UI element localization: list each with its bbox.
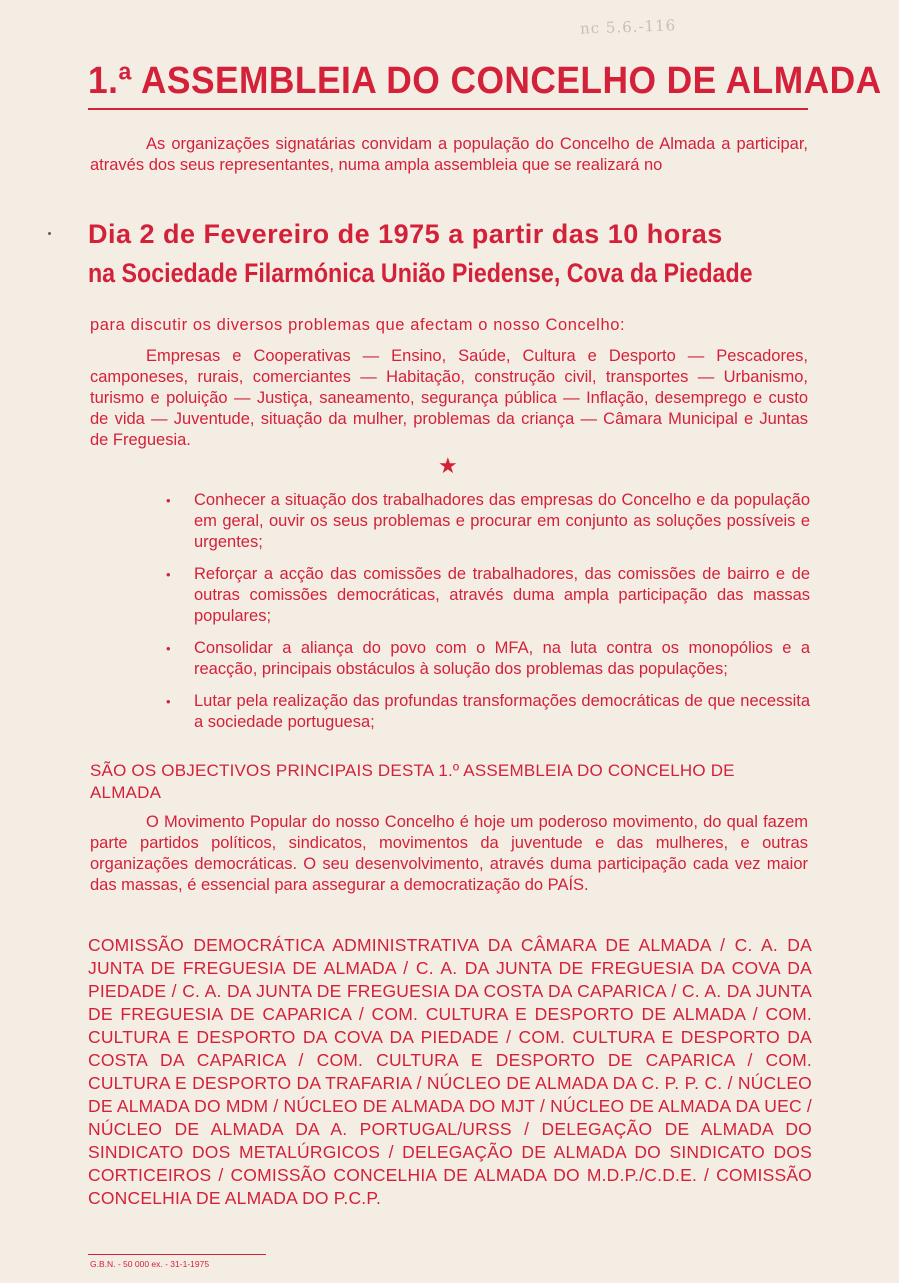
event-date: Dia 2 de Fevereiro de 1975 a partir das 10 horas (88, 219, 723, 249)
bullet-icon: • (166, 694, 171, 709)
discuss-line: para discutir os diversos problemas que afectam o nosso Concelho: (90, 316, 626, 334)
objective-item (160, 564, 810, 627)
bullet-icon: • (166, 641, 171, 656)
bullet-icon: • (166, 567, 171, 582)
topics-paragraph (90, 346, 808, 451)
objective-item (160, 490, 810, 553)
intro-paragraph (90, 134, 808, 176)
objective-item (160, 638, 810, 680)
event-venue: na Sociedade Filarmónica União Piedense, Cova da Piedade (88, 258, 753, 288)
paper-speck (48, 232, 51, 235)
objectives-list (160, 490, 810, 744)
print-info: G.B.N. - 50 000 ex. - 31-1-1975 (90, 1259, 210, 1269)
objectives-summary: SÃO OS OBJECTIVOS PRINCIPAIS DESTA 1.º ASSEMBLEIA DO CONCELHO DE ALMADA (90, 761, 735, 802)
poster-title: 1.ª ASSEMBLEIA DO CONCELHO DE ALMADA (88, 60, 882, 102)
star-separator: ★ (438, 453, 458, 478)
intro-text: As organizações signatárias convidam a população do Concelho de Almada a participar, através dos seus representantes, numa ampla assembleia que se realizará no (90, 135, 808, 174)
bullet-icon: • (166, 493, 171, 508)
topics-text: Empresas e Cooperativas — Ensino, Saúde, Cultura e Desporto — Pescadores, camponeses, rurais, comerciantes — Habitação, construção civil, transportes — Urbanismo, turismo e poluição — Justiça, saneamento, segurança pública — Inflação, desemprego e custo de vida — Juventude, situação da mulher, problemas da criança — Câmara Municipal e Juntas de Freguesia. (90, 347, 808, 449)
objective-item (160, 691, 810, 733)
objective-text: Reforçar a acção das comissões de trabalhadores, das comissões de bairro e de outras comissões democráticas, através duma ampla participação das massas populares; (194, 565, 810, 625)
movement-text: O Movimento Popular do nosso Concelho é hoje um poderoso movimento, do qual fazem parte partidos políticos, sindicatos, movimentos da juventude e das mulheres, e outras organizações democráticas. O seu desenvolvimento, através duma participação cada vez maior das massas, é essencial para assegurar a democratização do PAÍS. (90, 813, 808, 894)
objective-text: Lutar pela realização das profundas transformações democráticas de que necessita a sociedade portuguesa; (194, 692, 810, 731)
pencil-annotation: nc 5.6.-116 (579, 16, 677, 38)
title-underline (88, 108, 808, 110)
movement-paragraph (90, 812, 808, 896)
objective-text: Conhecer a situação dos trabalhadores das empresas do Concelho e da população em geral, ouvir os seus problemas e procurar em conjunto as soluções possíveis e urgentes; (194, 491, 810, 551)
signatories-list: COMISSÃO DEMOCRÁTICA ADMINISTRATIVA DA CÂMARA DE ALMADA / C. A. DA JUNTA DE FREGUESIA DE ALMADA / C. A. DA JUNTA DE FREGUESIA DA COVA DA PIEDADE / C. A. DA JUNTA DE FREGUESIA DA COSTA DA CAPARICA / C. A. DA JUNTA DE FREGUESIA DE CAPARICA / COM. CULTURA E DESPORTO DE ALMADA / COM. CULTURA E DESPORTO DA COVA DA PIEDADE / COM. CULTURA E DESPORTO DA COSTA DA CAPARICA / COM. CULTURA E DESPORTO DE CAPARICA / COM. CULTURA E DESPORTO DA TRAFARIA / NÚCLEO DE ALMADA DA C. P. P. C. / NÚCLEO DE ALMADA DO MDM / NÚCLEO DE ALMADA DO MJT / NÚCLEO DE ALMADA DA UEC / NÚCLEO DE ALMADA DA A. PORTUGAL/URSS / DELEGAÇÃO DE ALMADA DO SINDICATO DOS METALÚRGICOS / DELEGAÇÃO DE ALMADA DO SINDICATO DOS CORTICEIROS / COMISSÃO CONCELHIA DE ALMADA DO M.D.P./C.D.E. / COMISSÃO CONCELHIA DE ALMADA DO P.C.P. (88, 935, 812, 1208)
footer-rule (88, 1254, 266, 1255)
objective-text: Consolidar a aliança do povo com o MFA, na luta contra os monopólios e a reacção, principais obstáculos à solução dos problemas das populações; (194, 639, 810, 678)
